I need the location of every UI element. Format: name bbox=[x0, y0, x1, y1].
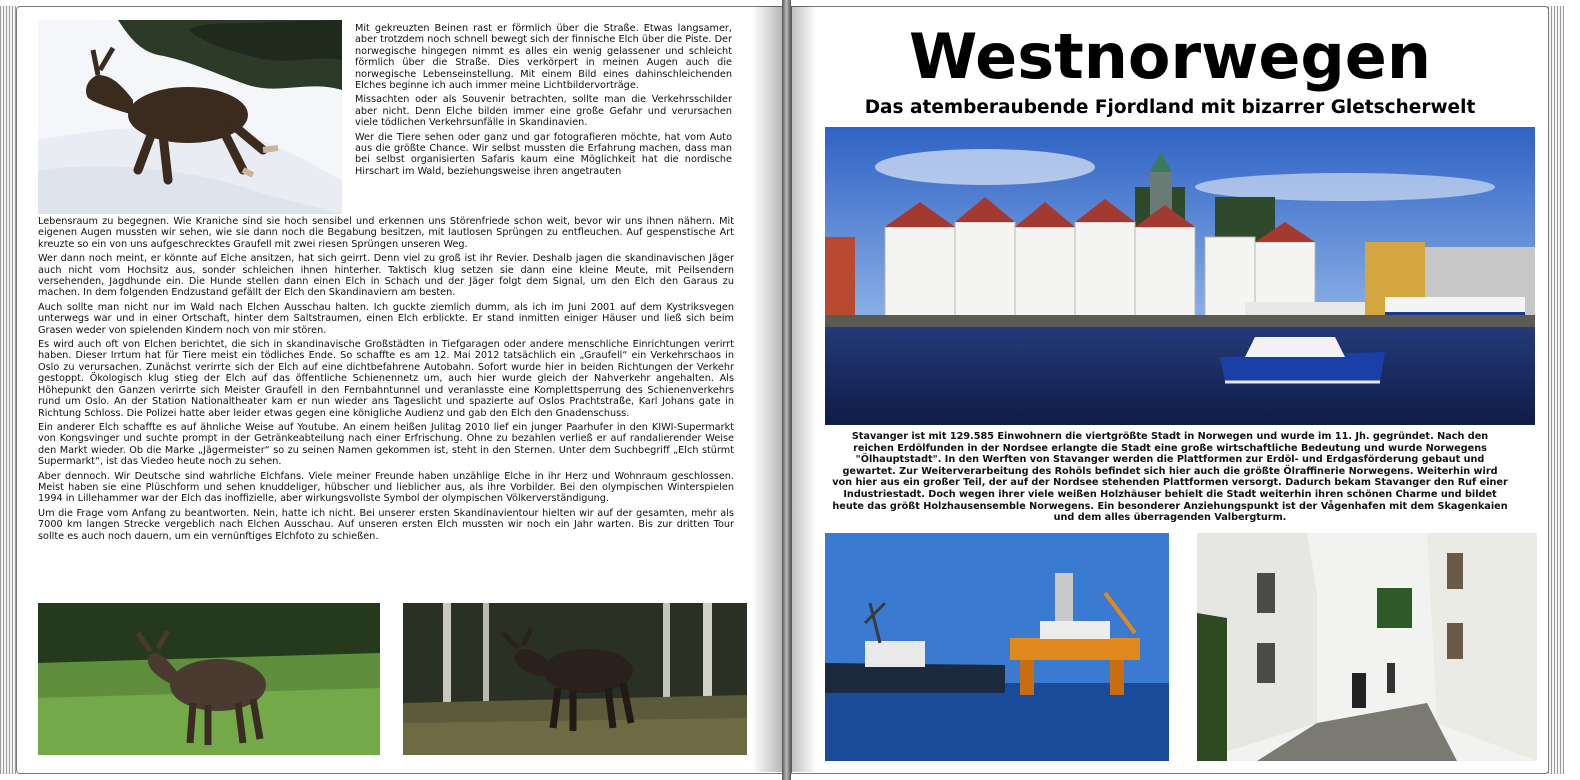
page-title: Westnorwegen bbox=[909, 20, 1431, 93]
right-page bbox=[791, 6, 1549, 774]
page-subtitle: Das atemberaubende Fjordland mit bizarrer Gletscherwelt bbox=[864, 97, 1476, 118]
paragraph: Ein anderer Elch schaffte es auf ähnliche Weise auf Youtube. An einem heißen Julitag 2010 lief ein junger Paarhufer in den KIWI-Supermarkt von Kongsvinger und suchte prompt in der Getränkeabteilung nach einer Erfrischung. Ohne zu bezahlen verließ er auf randalierender Weise den Markt wieder. Ob die Marke „Jägermeister“ so zu seinen Namen gekommen ist, steht in den Sternen. Unter dem Suchbegriff „Elch stürmt Supermarkt“, ist das Viedeo heute noch zu sehen. bbox=[38, 421, 734, 468]
oil-platform-photo bbox=[825, 533, 1169, 761]
moose-in-snow-photo bbox=[38, 20, 342, 214]
stavanger-harbor-photo bbox=[825, 127, 1535, 425]
spine-shadow-left bbox=[752, 6, 782, 772]
right-page-stack-edge bbox=[1548, 6, 1564, 774]
book-spine bbox=[782, 0, 791, 780]
old-town-street-photo bbox=[1197, 533, 1537, 761]
photo-caption: Stavanger ist mit 129.585 Einwohnern die viertgrößte Stadt in Norwegen und wurde im 11. Jh. gegründet. Nach den reichen Erdölfunden in der Nordsee erlangte die Stadt eine große wirtschaftliche Bedeutung und wurde Norwegens "Ölhauptstadt". In den Werften von Stavanger werden die Plattformen zur Erdöl- und Erdgasförderung gebaut und gewartet. Zur Weiterverarbeitung des Rohöls befindet sich hier auch die größte Ölraffinerie Norwegens. Weiterhin wird von hier aus ein großer Teil, der auf der Nordsee stehenden Plattformen versorgt. Dadurch bekam Stavanger den Ruf einer Industriestadt. Doch wegen ihrer viele weißen Holzhäuser behielt die Stadt weiterhin ihren schönen Charme und bildet heute das größt Holzhausensemble Norwegens. Ein besonderer Anziehungspunkt ist der Vågenhafen mit dem Skagenkaien und dem alles überragenden Valbergturm. bbox=[832, 431, 1508, 524]
paragraph: Es wird auch oft von Elchen berichtet, die sich in skandinavische Großstädten in Tiefgaragen oder andere menschliche Einrichtungen verirrt haben. Dieser Irrtum hat für Tiere meist ein tödliches Ende. So schaffte es am 12. Mai 2012 tatsächlich ein „Graufell“ ein Verkehrschaos in Oslo zu verursachen. Zunächst verirrte sich der Elch auf eine dichtbefahrene Autobahn. Sofort wurde hier in beiden Richtungen der Verkehr gestoppt. Ökologisch klug stieg der Elch auf das öffentliche Schienennetz um, auch hier wurde gleich der Nahverkehr angehalten. Als Höhepunkt den Ganzen verirrte sich Meister Graufell in den Fernbahntunnel und veranlasste eine Komplettsperrung des Schienenverkehrs rund um Oslo. An der Station Nationaltheater kam er nun wieder ans Tageslicht und spazierte auf Oslos Prachtstraße, Karl Johans gate in Richtung Schloss. Die Polizei hatte aber leider etwas gegen eine königliche Audienz und gab den Elch den Gnadenschuss. bbox=[38, 339, 734, 419]
paragraph: Wer dann noch meint, er könnte auf Elche ansitzen, hat sich geirrt. Denn viel zu groß ist ihr Revier. Deshalb jagen die skandinavischen Jäger auch nicht vom Hochsitz aus, sonder schleichen ihnen hinterher. Taktisch klug setzen sie dann eine kleine Meute, mit Peilsendern versehenden, Jagdhunde ein. Die Hunde stellen dann einen Elch in Schach und der Jäger folgt dem Signal, um den Elch den Garaus zu machen. In dem folgenden Endzustand gefällt der Elch den Skandinaviern am besten. bbox=[38, 253, 734, 299]
main-text-block bbox=[38, 216, 734, 545]
paragraph: Wer die Tiere sehen oder ganz und gar fotografieren möchte, hat vom Auto aus die größte Chance. Wir selbst mussten die Erfahrung machen, dass man bei selbst organisierten Safaris kaum eine Möglichkeit hat die nordische Hirschart im Wald, beziehungsweise ihren angetrauten bbox=[355, 131, 732, 177]
paragraph: Lebensraum zu begegnen. Wie Kraniche sind sie hoch sensibel und erkennen uns Störenfriede schon weit, bevor wir uns ihnen nähern. Mit eigenen Augen mussten wir sehen, wie sie dann noch die Begabung besitzen, mit lautlosen Sprüngen zu entfleuchen. Auf gespenstische Art kreuzte so ein von uns aufgeschrecktes Graufell mit zwei riesen Sprüngen unseren Weg. bbox=[38, 216, 734, 250]
paragraph: Missachten oder als Souvenir betrachten, sollte man die Verkehrsschilder aber nicht. Denn Elche bilden immer eine große Gefahr und verursachen viele tödlichen Verkehrsunfälle in Skandinavien. bbox=[355, 94, 732, 129]
paragraph: Aber dennoch. Wir Deutsche sind wahrliche Elchfans. Viele meiner Freunde haben unzählige Elche in ihr Herz und Wohnraum geschlossen. Meist haben sie eine Plüschform und sehen knuddeliger, hübscher und lieblicher aus, als ihre Vorbilder. Bei den olympischen Winterspielen 1994 in Lillehammer war der Elch das inoffizielle, aber wirkungsvollste Symbol der olympischen Völkerverständigung. bbox=[38, 470, 734, 505]
left-page bbox=[16, 6, 784, 774]
spine-shadow-right bbox=[791, 6, 817, 772]
intro-text-block bbox=[355, 23, 732, 177]
left-page-stack-edge bbox=[0, 6, 16, 774]
paragraph: Um die Frage vom Anfang zu beantworten. Nein, hatte ich nicht. Bei unserer ersten Skandinavientour hielten wir auf der gesamten, mehr als 7000 km langen Strecke vergeblich nach Elchen Ausschau. Auf unseren ersten Elch mussten wir noch ein Jahr warten. Bis zur dritten Tour sollte es auch noch dauern, um ein vernünftiges Elchfoto zu schießen. bbox=[38, 507, 734, 542]
moose-at-forest-edge-photo bbox=[403, 603, 747, 755]
moose-on-grass-photo bbox=[38, 603, 380, 755]
paragraph: Mit gekreuzten Beinen rast er förmlich über die Straße. Etwas langsamer, aber trotzdem noch schnell bewegt sich der finnische Elch über die Piste. Der norwegische hingegen nimmt es alles ein wenig gelassener und schleicht förmlich über die Straße. Dies verkörpert in meinen Augen auch die norwegische Lebenseinstellung. Mit einem Bild eines dahinschleichenden Elches beginne ich auch immer meine Lichtbildervorträge. bbox=[355, 23, 732, 92]
paragraph: Auch sollte man nicht nur im Wald nach Elchen Ausschau halten. Ich guckte ziemlich dumm, als ich im Juni 2001 auf dem Kystriksvegen unterwegs war und in einer Ortschaft, hinter dem Saltstraumen, einen Elch erblickte. Er stand inmitten einiger Häuser und ließ sich beim Grasen weder von spielenden Kindern noch von mir stören. bbox=[38, 301, 734, 336]
